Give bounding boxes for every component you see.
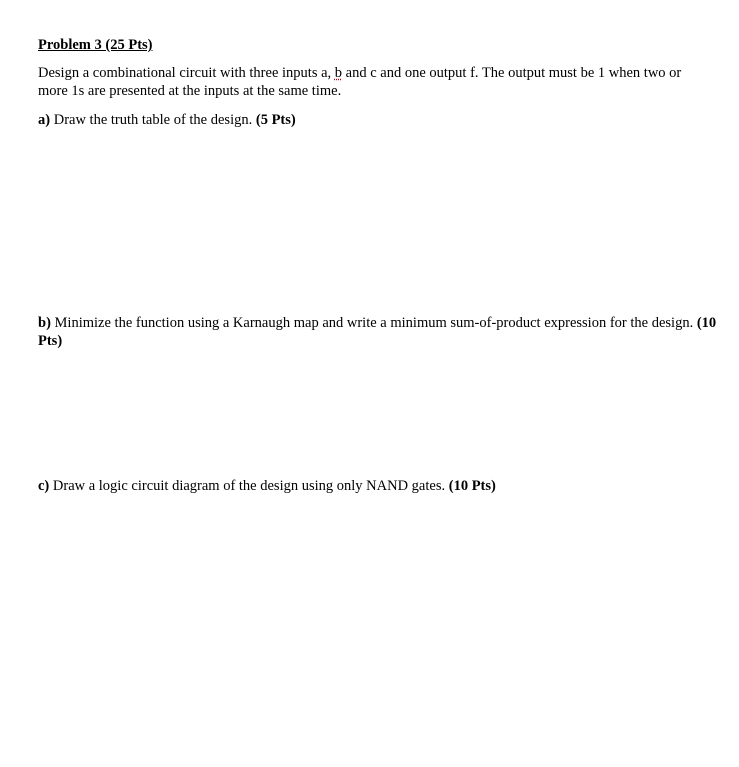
part-a-text: Draw the truth table of the design.: [50, 112, 256, 128]
part-c-question: [38, 477, 718, 495]
part-c-text: Draw a logic circuit diagram of the design using only NAND gates.: [49, 478, 449, 494]
part-b-text: Minimize the function using a Karnaugh map and write a minimum sum-of-product expression for the design.: [50, 315, 697, 331]
part-a-points: (5 Pts): [255, 112, 296, 128]
problem-description-text-1: Design a combinational circuit with three inputs a,: [38, 65, 335, 81]
part-c-points: (10 Pts): [448, 478, 496, 494]
spellcheck-flagged-word: b: [334, 65, 343, 81]
part-a-label: a): [38, 112, 51, 128]
problem-description-text-2: and c and one output f. The output must be 1 when two or more 1s are presented at the inputs at the same time.: [38, 65, 682, 99]
part-c-label: c): [38, 478, 50, 494]
problem-title: Problem 3 (25 Pts): [38, 37, 153, 53]
part-b-label: b): [38, 315, 51, 331]
problem-description: [38, 64, 708, 100]
part-b-points: (10 Pts): [38, 315, 717, 349]
part-b-question: [38, 314, 718, 350]
part-a-question: [38, 111, 718, 129]
